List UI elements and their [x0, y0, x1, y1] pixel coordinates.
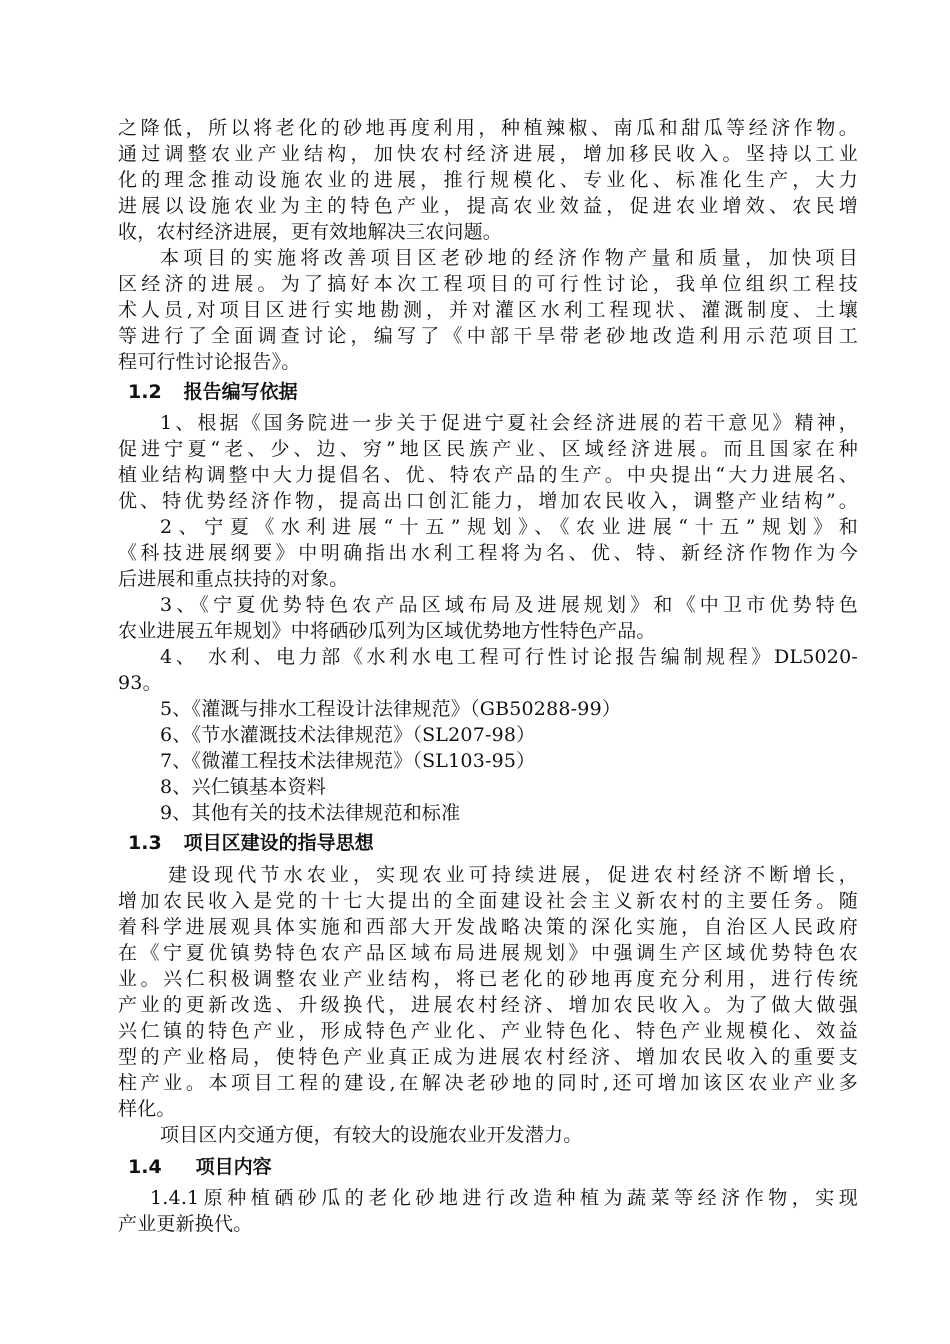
- text-line: 促进宁夏“老、少、边、穷”地区民族产业、区域经济进展。而且国家在种: [118, 438, 858, 460]
- text-line: 兴仁镇的特色产业，形成特色产业化、产业特色化、特色产业规模化、效益: [118, 1020, 858, 1042]
- text-line: 产业的更新改选、升级换代，进展农村经济、增加农民收入。为了做大做强: [118, 994, 858, 1016]
- text-line: 收，农村经济进展，更有效地解决三农问题。: [118, 221, 503, 243]
- text-line: 1.4.1原种植硒砂瓜的老化砂地进行改造种植为蔬菜等经济作物，实现: [150, 1187, 858, 1209]
- text-line: 等进行了全面调查讨论，编写了《中部干旱带老砂地改造利用示范项目工: [118, 325, 858, 347]
- text-line: 9、其他有关的技术法律规范和标准: [160, 802, 461, 824]
- text-line: 通过调整农业产业结构，加快农村经济进展，增加移民收入。坚持以工业: [118, 143, 858, 165]
- text-line: 柱产业。本项目工程的建设,在解决老砂地的同时,还可增加该区农业产业多: [118, 1072, 858, 1094]
- text-line: 项目区内交通方便，有较大的设施农业开发潜力。: [160, 1124, 583, 1146]
- text-line: 4、 水利、电力部《水利水电工程可行性讨论报告编制规程》DL5020-: [160, 646, 858, 668]
- section-number: 1.2: [128, 381, 162, 403]
- text-line: 农业进展五年规划》中将硒砂瓜列为区域优势地方性特色产品。: [118, 620, 656, 642]
- text-line: 化的理念推动设施农业的进展，推行规模化、专业化、标准化生产，大力: [118, 169, 858, 191]
- text-line: 本项目的实施将改善项目区老砂地的经济作物产量和质量，加快项目: [160, 247, 858, 269]
- text-line: 7、《微灌工程技术法律规范》（SL103-95）: [160, 750, 536, 772]
- section-heading-1-4: [128, 1154, 272, 1180]
- text-line: 区经济的进展。为了搞好本次工程项目的可行性讨论，我单位组织工程技: [118, 273, 858, 295]
- text-line: 产业更新换代。: [118, 1213, 253, 1235]
- section-title: 项目区建设的指导思想: [183, 832, 374, 854]
- text-line: 业。兴仁积极调整农业产业结构，将已老化的砂地再度充分利用，进行传统: [118, 968, 858, 990]
- text-line: 优、特优势经济作物，提高出口创汇能力，增加农民收入，调整产业结构”。: [118, 490, 858, 512]
- text-line: 增加农民收入是党的十七大提出的全面建设社会主义新农村的主要任务。随: [118, 890, 858, 912]
- text-line: 93。: [118, 672, 162, 694]
- text-line: 在《宁夏优镇势特色农产品区域布局进展规划》中强调生产区域优势特色农: [118, 942, 858, 964]
- text-line: 3、《宁夏优势特色农产品区域布局及进展规划》和《中卫市优势特色: [160, 594, 858, 616]
- text-line: 后进展和重点扶持的对象。: [118, 568, 349, 590]
- text-line: 《科技进展纲要》中明确指出水利工程将为名、优、特、新经济作物作为今: [118, 542, 858, 564]
- section-number: 1.3: [128, 832, 162, 854]
- section-heading-1-2: [128, 379, 298, 405]
- text-line: 进展以设施农业为主的特色产业，提高农业效益，促进农业增效、农民增: [118, 195, 858, 217]
- section-heading-1-3: [128, 830, 374, 856]
- section-title: 项目内容: [195, 1156, 272, 1178]
- section-title: 报告编写依据: [183, 381, 298, 403]
- text-line: 2、宁夏《水利进展“十五”规划》、《农业进展“十五”规划》和: [160, 516, 858, 538]
- text-line: 之降低，所以将老化的砂地再度利用，种植辣椒、南瓜和甜瓜等经济作物。: [118, 117, 858, 139]
- text-line: 6、《节水灌溉技术法律规范》（SL207-98）: [160, 724, 536, 746]
- text-line: 建设现代节水农业，实现农业可持续进展，促进农村经济不断增长，: [168, 864, 858, 886]
- text-line: 5、《灌溉与排水工程设计法律规范》（GB50288-99）: [160, 698, 622, 720]
- text-line: 术人员,对项目区进行实地勘测，并对灌区水利工程现状、灌溉制度、土壤: [118, 299, 858, 321]
- text-line: 1、根据《国务院进一步关于促进宁夏社会经济进展的若干意见》精神，: [160, 412, 858, 434]
- text-line: 程可行性讨论报告》。: [118, 351, 301, 373]
- text-line: 样化。: [118, 1098, 176, 1120]
- text-line: 8、兴仁镇基本资料: [160, 776, 326, 798]
- section-number: 1.4: [128, 1156, 162, 1178]
- text-line: 型的产业格局，使特色产业真正成为进展农村经济、增加农民收入的重要支: [118, 1046, 858, 1068]
- text-line: 植业结构调整中大力提倡名、优、特农产品的生产。中央提出“大力进展名、: [118, 464, 858, 486]
- text-line: 着科学进展观具体实施和西部大开发战略决策的深化实施，自治区人民政府: [118, 916, 858, 938]
